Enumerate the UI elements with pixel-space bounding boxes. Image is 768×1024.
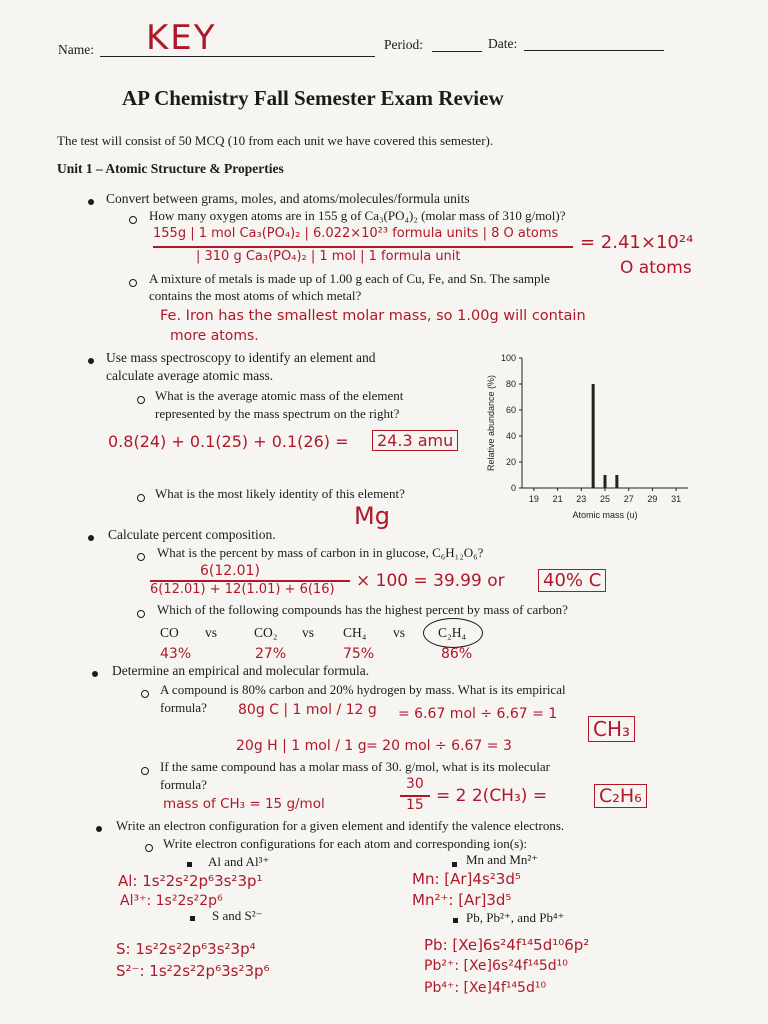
s3-bullet: Calculate percent composition. <box>108 527 276 542</box>
s4-q1-line1: A compound is 80% carbon and 20% hydrogen by mass. What is its empirical <box>160 682 566 697</box>
s5-pb4: Pb⁴⁺: [Xe]4f¹⁴5d¹⁰ <box>424 980 547 996</box>
s4-q2-line2: formula? <box>160 777 207 792</box>
y-tick-label: 0 <box>510 483 516 493</box>
s2-a1-boxed: 24.3 amu <box>372 430 458 451</box>
sub-bullet <box>137 494 145 502</box>
s5-pb-label: Pb, Pb²⁺, and Pb⁴⁺ <box>466 910 565 925</box>
x-tick-label: 21 <box>552 494 563 504</box>
s4-a2-frac-num: 30 <box>406 776 424 792</box>
s3-a1-rest: × 100 = 39.99 or <box>356 571 505 591</box>
x-axis-label: Atomic mass (u) <box>572 510 638 520</box>
s3-q2: Which of the following compounds has the highest percent by mass of carbon? <box>157 602 568 617</box>
compound-ch4: CH₄ <box>343 625 367 640</box>
compound-vs: vs <box>393 625 406 640</box>
y-tick-label: 40 <box>505 431 516 441</box>
compound-co2: CO₂ <box>254 625 278 640</box>
compound-vs: vs <box>302 625 315 640</box>
s1-bullet: Convert between grams, moles, and atoms/molecules/formula units <box>106 191 470 206</box>
s2-bullet-line2: calculate average atomic mass. <box>106 368 274 383</box>
compound-vs: vs <box>205 625 218 640</box>
mass-spectrum-chart <box>470 350 700 530</box>
s2-bullet-line1: Use mass spectroscopy to identify an element and <box>106 350 376 365</box>
s3-a1-num: 6(12.01) <box>200 563 260 579</box>
s1-q2b: contains the most atoms of which metal? <box>149 288 362 303</box>
s5-al3: Al³⁺: 1s²2s²2p⁶ <box>120 893 223 909</box>
x-tick-label: 25 <box>599 494 611 504</box>
y-tick-label: 20 <box>505 457 516 467</box>
s5-mn-label: Mn and Mn²⁺ <box>466 852 539 867</box>
s2-a1: 0.8(24) + 0.1(25) + 0.1(26) = <box>108 432 349 451</box>
s5-bullet: Write an electron configuration for a given element and identify the valence electrons. <box>116 818 565 833</box>
s4-q2-line1: If the same compound has a molar mass of 30. g/mol, what is its molecular <box>160 759 550 774</box>
y-tick-label: 60 <box>505 405 516 415</box>
s4-a2-frac-den: 15 <box>406 797 424 813</box>
intro-text: The test will consist of 50 MCQ (10 from each unit we have covered this semester). <box>57 133 494 148</box>
x-tick-label: 27 <box>623 494 634 504</box>
sub-bullet <box>137 610 145 618</box>
sub-bullet <box>137 553 145 561</box>
x-tick-label: 31 <box>671 494 682 504</box>
sub-bullet <box>145 844 153 852</box>
s4-q1-line2: formula? <box>160 700 207 715</box>
s1-a1-result: = 2.41×10²⁴ <box>580 232 694 253</box>
s2-a2: Mg <box>354 502 390 530</box>
percent-c2h4: 86% <box>441 646 473 662</box>
x-tick-label: 19 <box>528 494 539 504</box>
date-underline <box>524 50 664 51</box>
s1-a1-bottom: | 310 g Ca₃(PO₄)₂ | 1 mol | 1 formula unit <box>196 249 461 264</box>
square-bullet <box>187 862 192 867</box>
mass-spectrum-svg <box>470 350 700 530</box>
s1-q2: A mixture of metals is made up of 1.00 g each of Cu, Fe, and Sn. The sample <box>149 271 550 286</box>
bullet-dot <box>88 535 94 541</box>
percent-ch4: 75% <box>343 646 375 662</box>
percent-co2: 27% <box>255 646 287 662</box>
s5-s-label: S and S²⁻ <box>212 908 263 923</box>
period-label: Period: <box>384 37 423 52</box>
s4-a1-c-rest: = 6.67 mol ÷ 6.67 = 1 <box>398 706 558 722</box>
compound-co: CO <box>160 625 179 640</box>
s3-a1-den: 6(12.01) + 12(1.01) + 6(16) <box>150 582 335 597</box>
s5-s: S: 1s²2s²2p⁶3s²3p⁴ <box>116 940 256 958</box>
sub-bullet <box>129 279 137 287</box>
bullet-dot <box>96 826 102 832</box>
sub-bullet <box>141 690 149 698</box>
s4-a2-boxed: C₂H₆ <box>594 784 647 808</box>
s5-pb: Pb: [Xe]6s²4f¹⁴5d¹⁰6p² <box>424 936 590 954</box>
s5-al: Al: 1s²2s²2p⁶3s²3p¹ <box>118 872 263 890</box>
date-label: Date: <box>488 36 518 51</box>
s4-a1-h-rest: = 20 mol ÷ 6.67 = 3 <box>366 738 512 754</box>
s4-a1-h: 20g H | 1 mol / 1 g <box>236 738 367 754</box>
sub-bullet <box>141 767 149 775</box>
spectrum-bar <box>592 384 595 488</box>
y-tick-label: 80 <box>505 379 516 389</box>
s1-q1: How many oxygen atoms are in 155 g of Ca₃(PO₄)₂ (molar mass of 310 g/mol)? <box>149 208 566 223</box>
dimensional-analysis-line <box>153 246 573 248</box>
s1-a2-line2: more atoms. <box>170 328 259 344</box>
percent-co: 43% <box>160 646 192 662</box>
s4-a1-c: 80g C | 1 mol / 12 g <box>238 702 377 718</box>
s5-pb2: Pb²⁺: [Xe]6s²4f¹⁴5d¹⁰ <box>424 958 568 974</box>
name-label: Name: <box>58 42 94 57</box>
square-bullet <box>452 862 457 867</box>
period-underline <box>432 51 482 52</box>
page-title: AP Chemistry Fall Semester Exam Review <box>122 86 504 110</box>
name-value: KEY <box>146 18 217 58</box>
s5-mn2: Mn²⁺: [Ar]3d⁵ <box>412 891 512 909</box>
s3-a1-boxed: 40% C <box>538 569 606 592</box>
bullet-dot <box>88 358 94 364</box>
s1-a1-top: 155g | 1 mol Ca₃(PO₄)₂ | 6.022×10²³ formula units | 8 O atoms <box>153 226 559 241</box>
bullet-dot <box>92 671 98 677</box>
y-tick-label: 100 <box>500 353 516 363</box>
bullet-dot <box>88 199 94 205</box>
s2-q2: What is the most likely identity of this element? <box>155 486 405 501</box>
s1-a2-line1: Fe. Iron has the smallest molar mass, so 1.00g will contain <box>160 308 586 324</box>
y-axis-label: Relative abundance (%) <box>486 374 496 472</box>
x-tick-label: 23 <box>576 494 587 504</box>
unit-heading: Unit 1 – Atomic Structure & Properties <box>57 161 284 176</box>
s5-q1: Write electron configurations for each atom and corresponding ion(s): <box>163 836 528 851</box>
compound-c2h4: C₂H₄ <box>438 625 467 640</box>
s5-mn: Mn: [Ar]4s²3d⁵ <box>412 870 521 888</box>
square-bullet <box>190 916 195 921</box>
square-bullet <box>453 918 458 923</box>
spectrum-bar <box>604 475 607 488</box>
sub-bullet <box>129 216 137 224</box>
s5-s2: S²⁻: 1s²2s²2p⁶3s²3p⁶ <box>116 962 270 980</box>
s2-q1-line1: What is the average atomic mass of the element <box>155 388 404 403</box>
s3-q1: What is the percent by mass of carbon in in glucose, C₆H₁₂O₆? <box>157 545 484 560</box>
s4-bullet: Determine an empirical and molecular formula. <box>112 663 370 678</box>
s1-a1-unit: O atoms <box>620 258 692 278</box>
sub-bullet <box>137 396 145 404</box>
s2-q1-line2: represented by the mass spectrum on the right? <box>155 406 400 421</box>
name-underline <box>100 56 375 57</box>
s4-a2-left: mass of CH₃ = 15 g/mol <box>163 796 325 812</box>
x-tick-label: 29 <box>647 494 658 504</box>
s4-a1-boxed: CH₃ <box>588 716 635 742</box>
s4-a2-mid: = 2 2(CH₃) = <box>436 786 548 806</box>
s5-al-label: Al and Al³⁺ <box>208 854 270 869</box>
spectrum-bar <box>615 475 618 488</box>
